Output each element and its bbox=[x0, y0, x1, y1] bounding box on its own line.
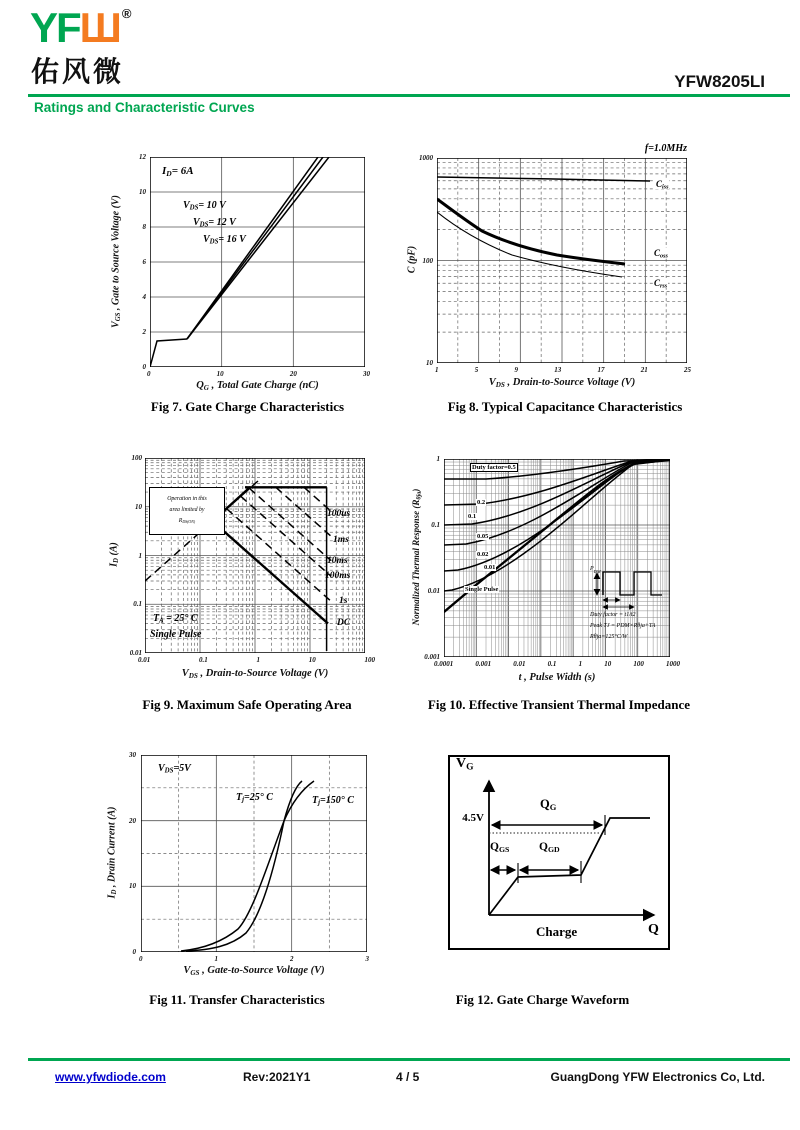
fig10-label-single-pulse: Single Pulse bbox=[465, 586, 499, 593]
tick-label: 0 bbox=[139, 955, 143, 963]
fig7-grid bbox=[150, 157, 365, 367]
tick-label: 10 bbox=[308, 656, 316, 664]
tick-label: 100 bbox=[131, 454, 142, 462]
revision-text: Rev:2021Y1 bbox=[243, 1070, 311, 1084]
tick-label: 0.01 bbox=[427, 587, 440, 595]
fig9-limit-note-box: Operation in this area limited by $R_{DS(ON)}$ bbox=[149, 487, 225, 535]
company-name: GuangDong YFW Electronics Co, Ltd. bbox=[550, 1070, 765, 1084]
fig9-caption: Fig 9. Maximum Safe Operating Area bbox=[142, 697, 352, 712]
tick-label: 10 bbox=[139, 188, 146, 196]
registered-mark: ® bbox=[121, 6, 132, 21]
tick-label: 10 bbox=[129, 882, 136, 891]
tick-label: 100 bbox=[633, 660, 644, 668]
fig7-y-axis-label: $V_{GS}$ , Gate to Source Voltage (V) bbox=[110, 195, 123, 328]
tick-label: 100 bbox=[422, 256, 433, 265]
fig10-inset bbox=[590, 560, 678, 642]
fig11-y-axis-label: $I_D$ , Drain Current (A) bbox=[106, 806, 119, 899]
tick-label: 1000 bbox=[419, 154, 433, 162]
tick-label: 0.001 bbox=[475, 660, 492, 668]
tick-label: 1 bbox=[435, 366, 439, 374]
fig11-plot-svg bbox=[141, 755, 367, 952]
tick-label: 2 bbox=[290, 955, 294, 963]
tick-label: 21 bbox=[640, 366, 648, 374]
fig9-100ms-line bbox=[241, 496, 331, 576]
fig11-caption: Fig 11. Transfer Characteristics bbox=[149, 992, 325, 1007]
fig11-x-ticks bbox=[139, 955, 369, 963]
tick-label: 30 bbox=[129, 751, 136, 759]
fig9-y-axis-label: $I_D$ (A) bbox=[108, 542, 121, 567]
fig8-y-axis-label: C (pF) bbox=[406, 245, 418, 274]
tick-label: 1 bbox=[214, 955, 218, 963]
tick-label: 1 bbox=[138, 551, 142, 560]
fig7-caption: Fig 7. Gate Charge Characteristics bbox=[150, 399, 345, 414]
fig12-label-charge: Charge bbox=[536, 924, 578, 939]
fig12-caption: Fig 12. Gate Charge Waveform bbox=[455, 992, 630, 1007]
tick-label: 1 bbox=[256, 656, 260, 664]
fig8-curve-crss bbox=[437, 212, 622, 277]
fig12-label-vg: $V_G$ bbox=[456, 756, 474, 773]
fig10-x-axis-label: t , Pulse Width (s) bbox=[518, 672, 596, 683]
fig10-label-d05: Duty factor=0.5 bbox=[472, 464, 516, 471]
fig8-caption: Fig 8. Typical Capacitance Characteristics bbox=[447, 399, 683, 414]
fig7-x-ticks bbox=[147, 370, 370, 378]
fig7-annotation-vds16: $V_{DS}= 16$ V bbox=[203, 234, 246, 246]
tick-label: 1000 bbox=[665, 660, 680, 668]
fig7-curve-vds16 bbox=[187, 157, 329, 339]
fig8-x-ticks bbox=[435, 366, 691, 374]
fig10-x-ticks bbox=[434, 660, 680, 668]
tick-label: 10 bbox=[135, 502, 142, 511]
fig8-x-axis-label: $V_{DS}$ , Drain-to-Source Voltage (V) bbox=[488, 377, 636, 389]
tick-label: 10 bbox=[216, 370, 224, 378]
fig11-x-axis-label: $V_{GS}$ , Gate-to-Source Voltage (V) bbox=[183, 965, 325, 977]
fig10-label-d02: 0.2 bbox=[477, 499, 486, 506]
tick-label: 0.1 bbox=[431, 521, 440, 529]
fig12-label-45v: 4.5V bbox=[462, 812, 484, 824]
tick-label: 10 bbox=[604, 660, 612, 668]
tick-label: 0.0001 bbox=[434, 660, 454, 668]
fig8-grid bbox=[437, 158, 687, 363]
tick-label: 0.1 bbox=[133, 600, 142, 609]
tick-label: 0 bbox=[147, 370, 151, 378]
tick-label: 9 bbox=[514, 366, 518, 374]
tick-label: 0.1 bbox=[199, 656, 208, 664]
inset-note-3: Rθja=125°C/W bbox=[590, 633, 628, 640]
fig9-annotation-single-pulse: Single Pulse bbox=[150, 629, 202, 640]
fig8-label-ciss: $C_{iss}$ bbox=[656, 179, 669, 191]
inset-note-1: Duty factor = t1/t2 bbox=[590, 612, 636, 618]
fig8-label-coss: $C_{oss}$ bbox=[654, 248, 668, 260]
tick-label: 0.01 bbox=[138, 656, 151, 664]
fig9-x-ticks bbox=[138, 656, 375, 664]
tick-label: 4 bbox=[142, 293, 146, 301]
fig7-x-axis-label: $Q_G$ , Total Gate Charge (nC) bbox=[196, 380, 319, 392]
tick-label: 10 bbox=[426, 359, 433, 367]
tick-label: 6 bbox=[142, 258, 146, 266]
tick-label: 0.01 bbox=[129, 649, 142, 657]
fig8-plot-svg bbox=[437, 158, 687, 363]
tick-label: 17 bbox=[597, 366, 605, 374]
fig7-annotation-vds10: $V_{DS}= 10$ V bbox=[183, 200, 226, 212]
fig9-label-1s: 1s bbox=[339, 596, 348, 606]
fig11-annotation-t150: $T_j=150^\circ$ C bbox=[312, 795, 354, 807]
fig11-annotation-vds: $V_{DS}=5V$ bbox=[158, 763, 191, 775]
fig11-annotation-t25: $T_j=25^\circ$ C bbox=[236, 792, 273, 804]
fig12-label-qgs: $Q_{GS}$ bbox=[490, 841, 510, 854]
fig12-label-qg: $Q_G$ bbox=[540, 797, 557, 813]
fig12-label-qgd: $Q_{GD}$ bbox=[539, 841, 560, 854]
fig12-label-q: Q bbox=[648, 922, 659, 937]
logo-mark: Ш bbox=[79, 4, 122, 51]
fig7-y-ticks bbox=[124, 153, 146, 371]
tick-label: 1 bbox=[578, 660, 583, 668]
pulse-train bbox=[603, 572, 662, 595]
tick-label: 25 bbox=[684, 366, 691, 374]
fig9-annotation-ta: $T_A = 25^\circ$ C bbox=[153, 613, 198, 625]
product-number: YFW8205LI bbox=[674, 72, 765, 91]
company-logo bbox=[30, 4, 131, 52]
fig8-label-crss: $C_{rss}$ bbox=[654, 278, 668, 290]
tick-label: 13 bbox=[554, 366, 562, 374]
header-rule bbox=[28, 94, 790, 97]
fig9-label-10ms: 10ms bbox=[327, 556, 348, 566]
tick-label: 1 bbox=[436, 455, 440, 463]
footer-rule bbox=[28, 1058, 790, 1061]
fig9-label-dc: DC bbox=[337, 618, 351, 628]
fig9-x-axis-label: $V_{DS}$ , Drain-to-Source Voltage (V) bbox=[181, 668, 329, 680]
fig9-label-100ms: 100ms bbox=[325, 571, 351, 581]
tick-label: 0 bbox=[142, 363, 146, 371]
fig11-curve-25c bbox=[186, 781, 302, 951]
fig8-frequency-note: f=1.0MHz bbox=[644, 143, 687, 154]
tick-label: 12 bbox=[139, 153, 146, 161]
fig10-label-d001: 0.01 bbox=[484, 564, 496, 571]
tick-label: 0.001 bbox=[424, 653, 440, 661]
tick-label: 2 bbox=[142, 328, 146, 336]
fig9-dc-line bbox=[213, 521, 329, 623]
tick-label: 20 bbox=[129, 816, 136, 825]
website-link[interactable]: www.yfwdiode.com bbox=[55, 1070, 166, 1084]
fig10-y-axis-label: Normalized Thermal Response $(R_{\theta ja})$ bbox=[411, 488, 423, 626]
tick-label: 0 bbox=[132, 947, 136, 956]
fig7-annotation-id: $I_D= 6A$ bbox=[162, 165, 194, 178]
tick-label: 30 bbox=[362, 370, 370, 378]
fig7-curve-start bbox=[150, 339, 187, 367]
fig10-caption: Fig 10. Effective Transient Thermal Impedance bbox=[427, 697, 691, 712]
logo-chinese-text: 佑风微 bbox=[31, 56, 125, 87]
tick-label: 8 bbox=[142, 223, 146, 231]
tick-label: 0.01 bbox=[513, 660, 526, 668]
fig9-label-100us: 100us bbox=[327, 509, 351, 519]
logo-latin-text: YF bbox=[30, 4, 80, 51]
tick-label: 5 bbox=[474, 366, 479, 374]
fig10-label-d005: 0.05 bbox=[477, 533, 489, 540]
tick-label: 100 bbox=[364, 656, 375, 664]
tick-label: 20 bbox=[289, 370, 297, 378]
page-number: 4 / 5 bbox=[396, 1070, 420, 1084]
fig10-label-d002: 0.02 bbox=[477, 551, 489, 558]
page-title: Ratings and Characteristic Curves bbox=[34, 100, 255, 115]
tick-label: 3 bbox=[365, 955, 369, 963]
fig7-plot-svg bbox=[150, 157, 365, 367]
fig9-label-1ms: 1ms bbox=[333, 535, 349, 545]
fig7-annotation-vds12: $V_{DS}= 12$ V bbox=[193, 217, 236, 229]
fig10-inset-waveform bbox=[590, 560, 674, 610]
pdm-label: $P_{DM}$ bbox=[590, 566, 601, 574]
fig11-grid bbox=[141, 755, 367, 952]
tick-label: 0.1 bbox=[547, 660, 557, 668]
inset-note-2: Peak TJ = PDM×Rθja+TA bbox=[590, 622, 656, 629]
fig9-y-ticks bbox=[116, 454, 142, 657]
fig11-curve-150c bbox=[181, 781, 314, 951]
fig10-label-d01: 0.1 bbox=[468, 513, 477, 520]
